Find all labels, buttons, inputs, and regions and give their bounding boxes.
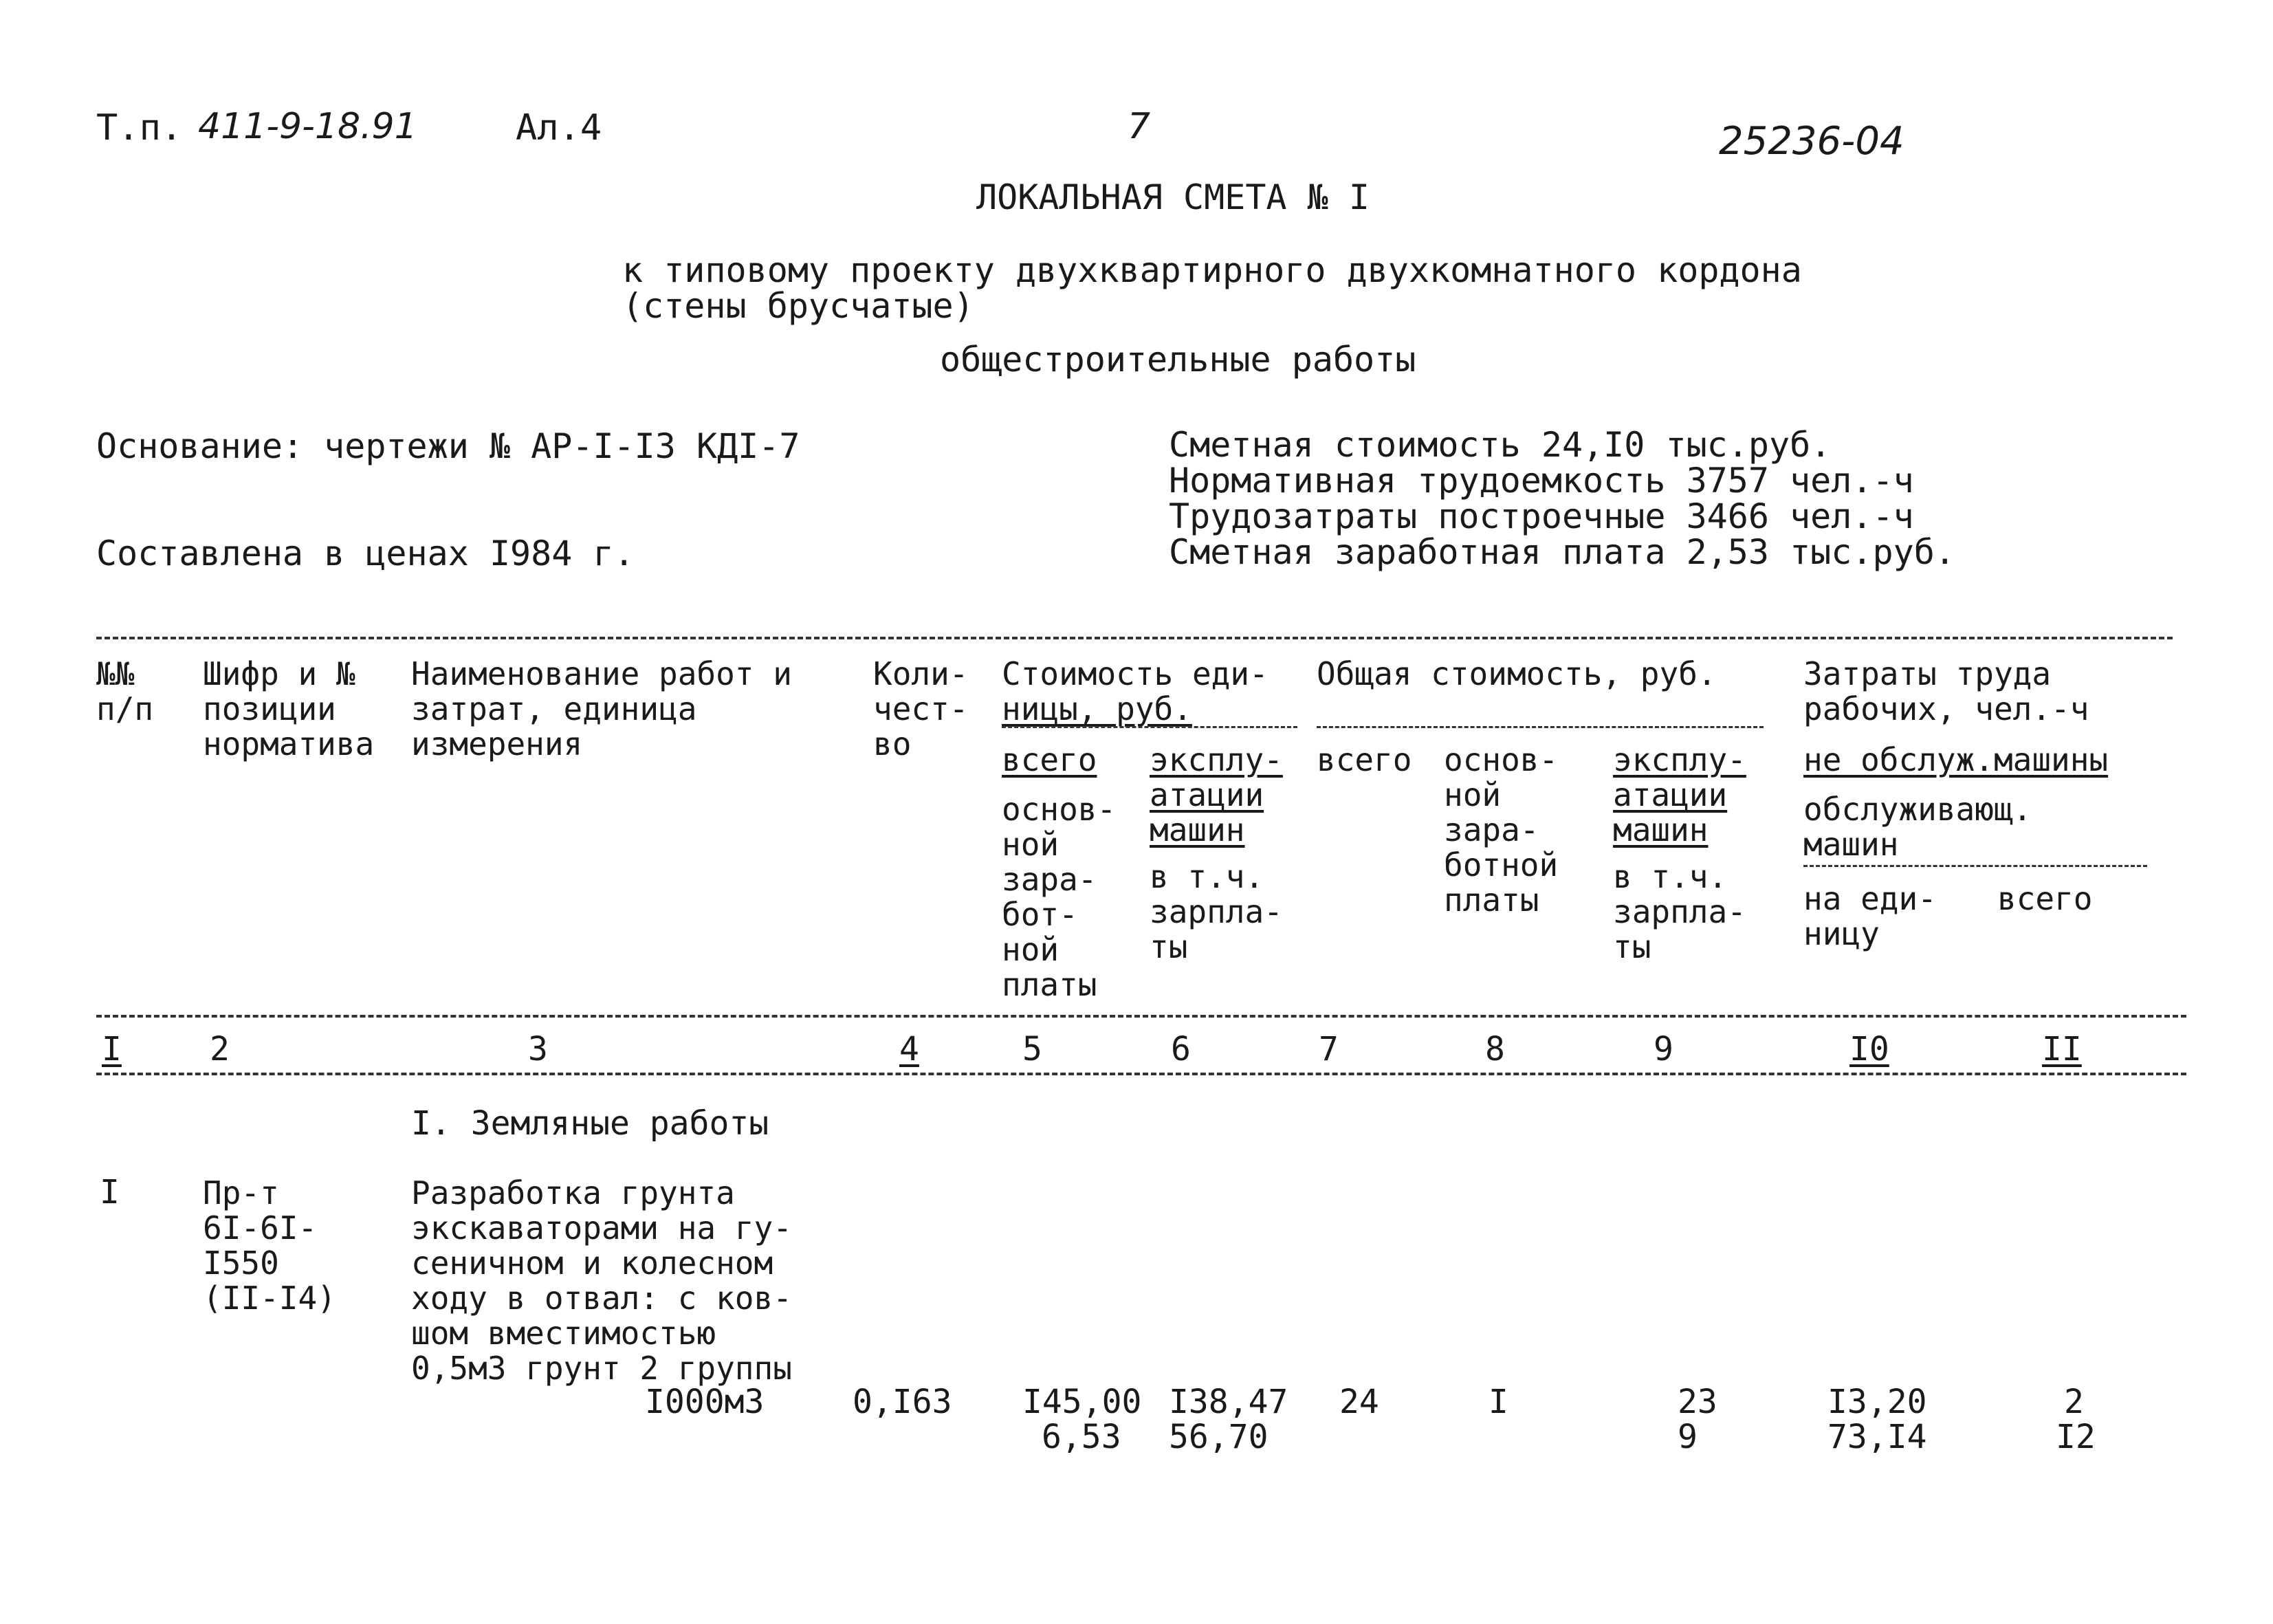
row-labor-total-2: I2 [2056,1418,2096,1456]
header-unit-machine: эксплу- атации машин [1150,741,1283,848]
summary-line: Сметная стоимость 24,I0 тыс.руб. [1169,425,1832,465]
tp-number: 411-9-18.91 [198,106,417,147]
header-labor-per-unit: на еди- ницу [1803,880,1937,952]
summary-line: Трудозатраты построечные 3466 чел.-ч [1169,496,1914,536]
row-labor-unit-2: 73,I4 [1827,1418,1927,1456]
header-row-number: №№ п/п [96,655,154,727]
row-labor-total-1: 2 [2064,1383,2084,1421]
subtitle-line-1: к типовому проекту двухквартирного двухкомнатного кордона [622,250,1802,290]
header-total-cost-rule [1317,726,1764,728]
header-labor-serving: обслуживающ. машин [1803,791,2032,863]
album-label: Ал.4 [516,107,602,149]
row-quantity: 0,I63 [853,1383,952,1421]
header-name: Наименование работ и затрат, единица измерения [411,655,792,762]
work-type: общестроительные работы [940,340,1416,380]
header-unit-total: всего [1002,741,1097,778]
summary-line: Нормативная трудоемкость 3757 чел.-ч [1169,461,1914,501]
header-code: Шифр и № позиции норматива [203,655,375,762]
row-unit-wage: 6,53 [1042,1418,1121,1456]
column-number: 4 [899,1030,919,1068]
header-total-machine-wage: в т.ч. зарпла- ты [1613,858,1746,965]
row-unit-machine: I38,47 [1169,1383,1288,1421]
header-unit-cost-rule [1002,726,1297,728]
header-labor-not-serving: не обслуж.машины [1803,741,2109,778]
header-unit-wage: основ- ной зара- бот- ной платы [1002,791,1117,1003]
header-labor-title: Затраты труда рабочих, чел.-ч [1803,655,2089,727]
prices-year: Составлена в ценах I984 г. [96,534,635,573]
column-number: 2 [210,1030,230,1068]
header-total-wage: основ- ной зара- ботной платы [1444,741,1559,919]
column-number: I [102,1030,122,1068]
column-number: 7 [1319,1030,1339,1068]
header-unit-machine-wage: в т.ч. зарпла- ты [1150,858,1283,965]
estimate-title: ЛОКАЛЬНАЯ СМЕТА № I [976,177,1370,217]
header-total: всего [1317,741,1412,778]
column-number: II [2042,1030,2082,1068]
document-code: 25236-04 [1719,119,1904,164]
row-number: I [100,1173,120,1211]
row-code: Пр-т 6I-6I- I550 (II-I4) [203,1174,336,1317]
page-number: 7 [1128,106,1151,147]
row-name: Разработка грунта экскаваторами на гу- сеничном и колесном ходу в отвал: с ков- шом вместимостью 0,5м3 грунт 2 группы [411,1174,792,1387]
row-total-wage: I [1489,1383,1508,1421]
column-numbers-top-rule [96,1015,2186,1018]
column-number: 6 [1171,1030,1191,1068]
summary-line: Сметная заработная плата 2,53 тыс.руб. [1169,532,1955,572]
header-total-cost-title: Общая стоимость, руб. [1317,655,1717,692]
row-labor-unit-1: I3,20 [1827,1383,1927,1421]
header-unit-cost-title: Стоимость еди- [1002,655,1269,692]
column-number: 9 [1654,1030,1673,1068]
column-number: 3 [528,1030,548,1068]
column-numbers-bottom-rule [96,1073,2186,1075]
header-labor-total: всего [1997,880,2093,917]
header-labor-rule [1803,865,2147,867]
row-unit-machine-wage: 56,70 [1169,1418,1269,1456]
row-total-machine-wage: 9 [1678,1418,1698,1456]
section-title: I. Земляные работы [411,1104,769,1143]
column-number: 5 [1022,1030,1042,1068]
row-total: 24 [1339,1383,1379,1421]
row-unit: I000м3 [645,1383,765,1421]
column-number: I0 [1849,1030,1889,1068]
tp-prefix: Т.п. [96,107,183,149]
row-unit-total: I45,00 [1022,1383,1142,1421]
header-unit-cost-title-2: ницы, руб. [1002,690,1192,727]
table-top-rule [96,637,2173,639]
row-total-machine: 23 [1678,1383,1717,1421]
basis-line: Основание: чертежи № АР-I-I3 КДI-7 [96,426,800,466]
header-total-machine: эксплу- атации машин [1613,741,1746,848]
header-quantity: Коли- чест- во [873,655,969,762]
column-number: 8 [1485,1030,1505,1068]
subtitle-line-2: (стены брусчатые) [622,286,974,326]
